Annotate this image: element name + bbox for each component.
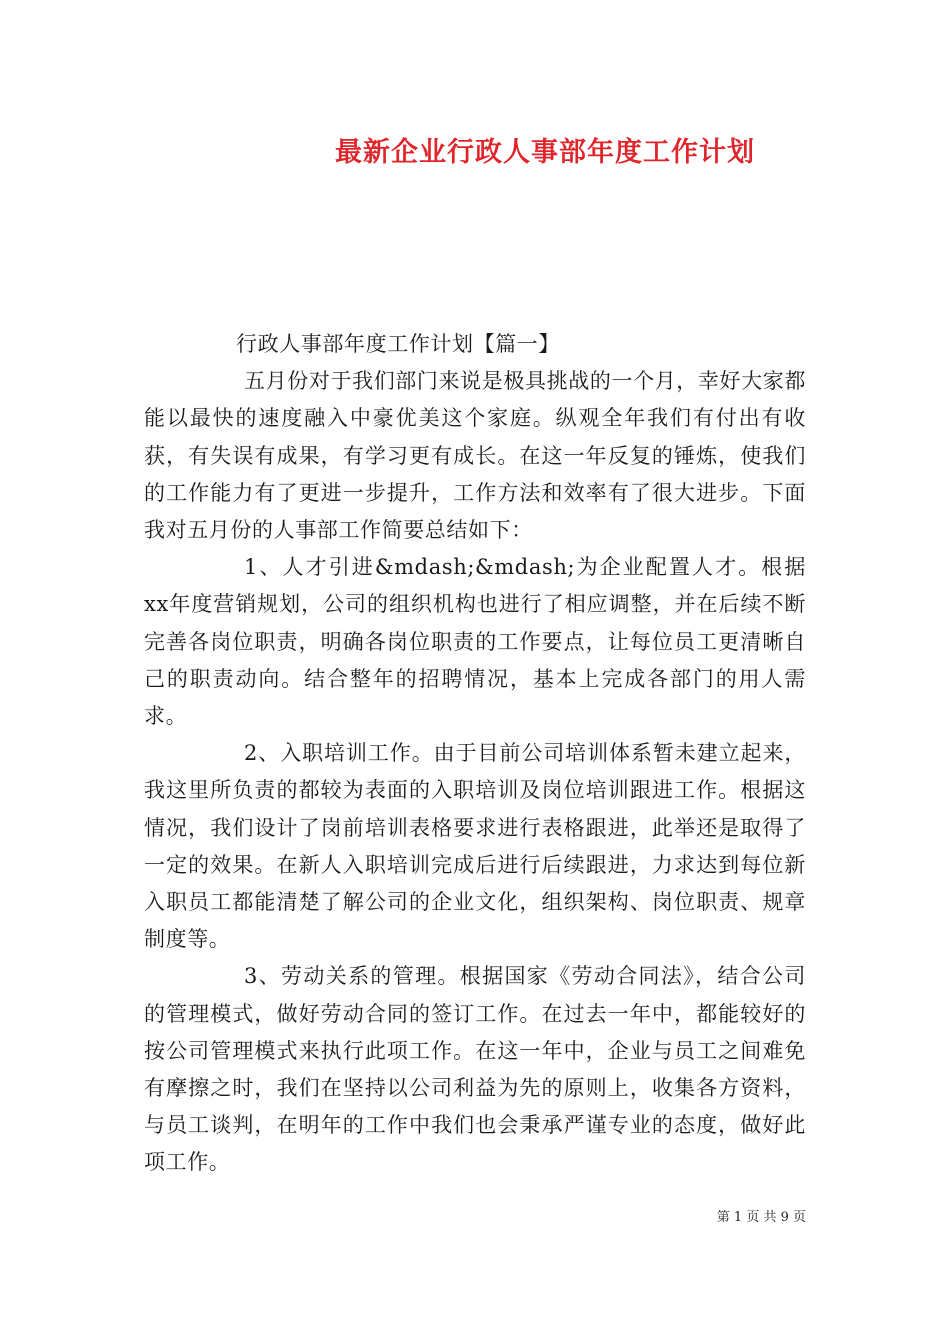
- page-footer: 第 1 页 共 9 页: [716, 1210, 806, 1225]
- document-body: [144, 326, 806, 1182]
- paragraph-talent-recruitment: 1、人才引进&mdash;&mdash;为企业配置人才。根据xx年度营销规划，公司的组织机构也进行了相应调整，并在后续不断完善各岗位职责，明确各岗位职责的工作要点，让每位员工更清晰自己的职责动向。结合整年的招聘情况，基本上完成各部门的用人需求。: [144, 555, 806, 729]
- document-title: 最新企业行政人事部年度工作计划: [335, 137, 755, 168]
- paragraph-onboarding-training: 2、入职培训工作。由于目前公司培训体系暂未建立起来，我这里所负责的都较为表面的入职培训及岗位培训跟进工作。根据这情况，我们设计了岗前培训表格要求进行表格跟进，此举还是取得了一定的效果。在新人入职培训完成后进行后续跟进，力求达到每位新入职员工都能清楚了解公司的企业文化，组织架构、岗位职责、规章制度等。: [144, 741, 806, 952]
- section-heading: 行政人事部年度工作计划【篇一】: [236, 332, 560, 356]
- paragraph-intro: 五月份对于我们部门来说是极具挑战的一个月，幸好大家都能以最快的速度融入中豪优美这个家庭。纵观全年我们有付出有收获，有失误有成果，有学习更有成长。在这一年反复的锤炼，使我们的工作能力有了更进一步提升，工作方法和效率有了很大进步。下面我对五月份的人事部工作简要总结如下：: [144, 369, 806, 543]
- paragraph-labor-relations: 3、劳动关系的管理。根据国家《劳动合同法》，结合公司的管理模式，做好劳动合同的签订工作。在过去一年中，都能较好的按公司管理模式来执行此项工作。在这一年中，企业与员工之间难免有摩擦之时，我们在坚持以公司利益为先的原则上，收集各方资料，与员工谈判，在明年的工作中我们也会秉承严谨专业的态度，做好此项工作。: [144, 964, 806, 1175]
